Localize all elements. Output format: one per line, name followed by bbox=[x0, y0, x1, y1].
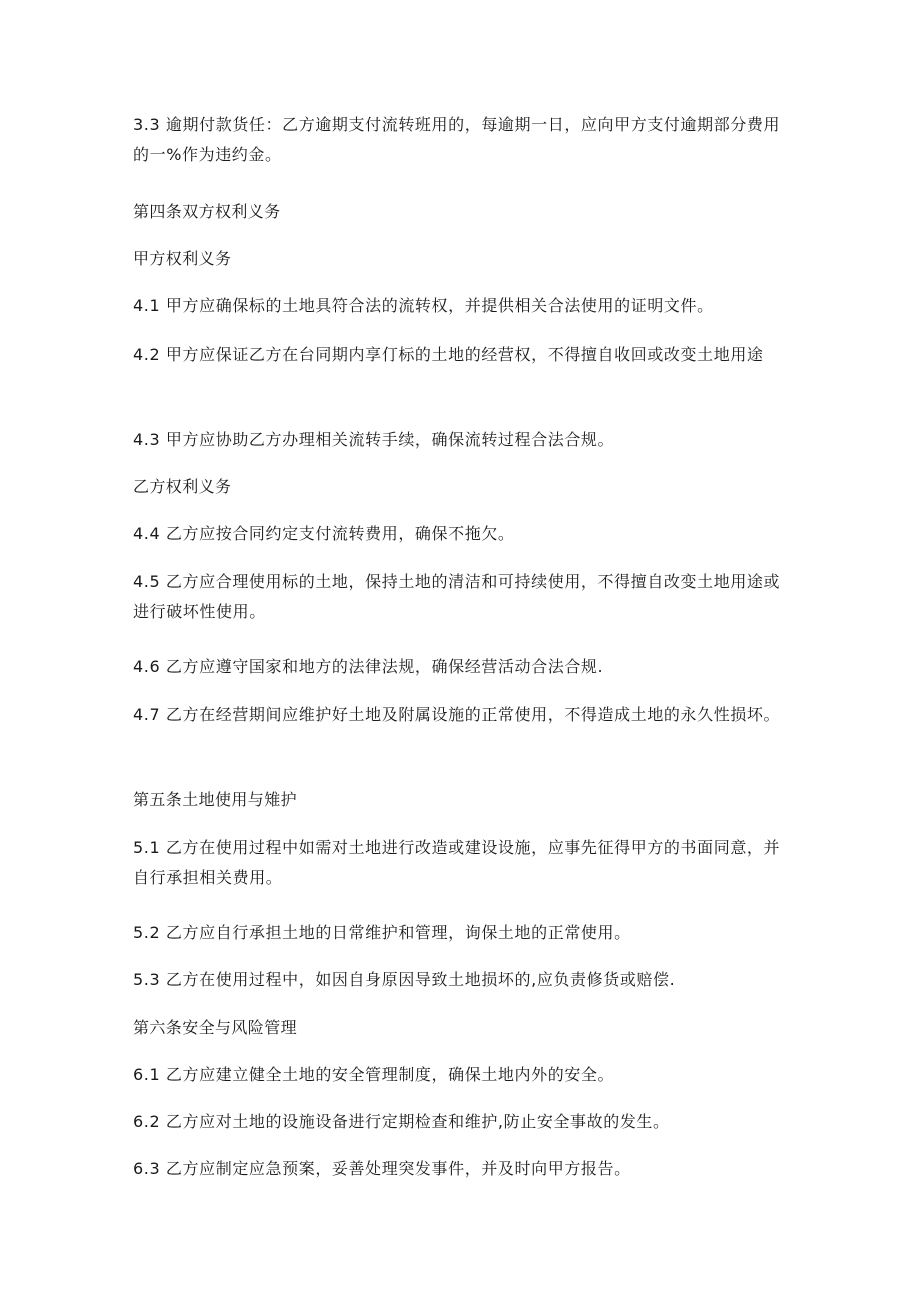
article-5-heading: 第五条土地使用与雉护 bbox=[133, 790, 298, 809]
clause-4-5: 4.5 乙方应合理使用标的土地，保持土地的清洁和可持续使用，不得擅自改变土地用途或进行破坏性使用。 bbox=[133, 572, 781, 621]
clause-4-4: 4.4 乙方应按合同约定支付流转费用，确保不拖欠。 bbox=[133, 524, 515, 543]
clause-5-3: 5.3 乙方在使用过程中，如因自身原因导致土地损坏的,应负责修货或赔偿. bbox=[133, 970, 676, 989]
party-a-rights-heading: 甲方权利义务 bbox=[133, 249, 232, 268]
clause-4-3: 4.3 甲方应协助乙方办理相关流转手续，确保流转过程合法合规。 bbox=[133, 430, 615, 449]
clause-4-1: 4.1 甲方应确保标的土地具符合法的流转权，并提供相关合法使用的证明文件。 bbox=[133, 296, 714, 315]
article-6-heading: 第六条安全与风险管理 bbox=[133, 1018, 298, 1037]
clause-5-2: 5.2 乙方应自行承担土地的日常维护和管理，询保土地的正常使用。 bbox=[133, 923, 631, 942]
clause-4-6: 4.6 乙方应遵守国家和地方的法律法规，确保经营活动合法合规. bbox=[133, 657, 604, 676]
clause-6-2: 6.2 乙方应对土地的设施设备进行定期检查和维护,防止安全事故的发生。 bbox=[133, 1112, 670, 1131]
clause-4-7: 4.7 乙方在经营期间应维护好土地及附属设施的正常使用，不得造成土地的永久性损坏。 bbox=[133, 705, 781, 724]
clause-5-1: 5.1 乙方在使用过程中如需对土地进行改造或建设设施，应事先征得甲方的书面同意，并自行承担相关费用。 bbox=[133, 838, 781, 887]
clause-3-3: 3.3 逾期付款货任：乙方逾期支付流转班用的，每逾期一日，应向甲方支付逾期部分费用的一%作为违约金。 bbox=[133, 115, 781, 164]
article-4-heading: 第四条双方权利义务 bbox=[133, 202, 281, 221]
clause-6-3: 6.3 乙方应制定应急预案，妥善处理突发事件，并及时向甲方报告。 bbox=[133, 1159, 631, 1178]
clause-4-2: 4.2 甲方应保证乙方在台同期内享仃标的土地的经营权，不得擅自收回或改变土地用途 bbox=[133, 345, 764, 364]
clause-6-1: 6.1 乙方应建立健全土地的安全管理制度，确保土地内外的安全。 bbox=[133, 1065, 615, 1084]
party-b-rights-heading: 乙方权利义务 bbox=[133, 477, 232, 496]
